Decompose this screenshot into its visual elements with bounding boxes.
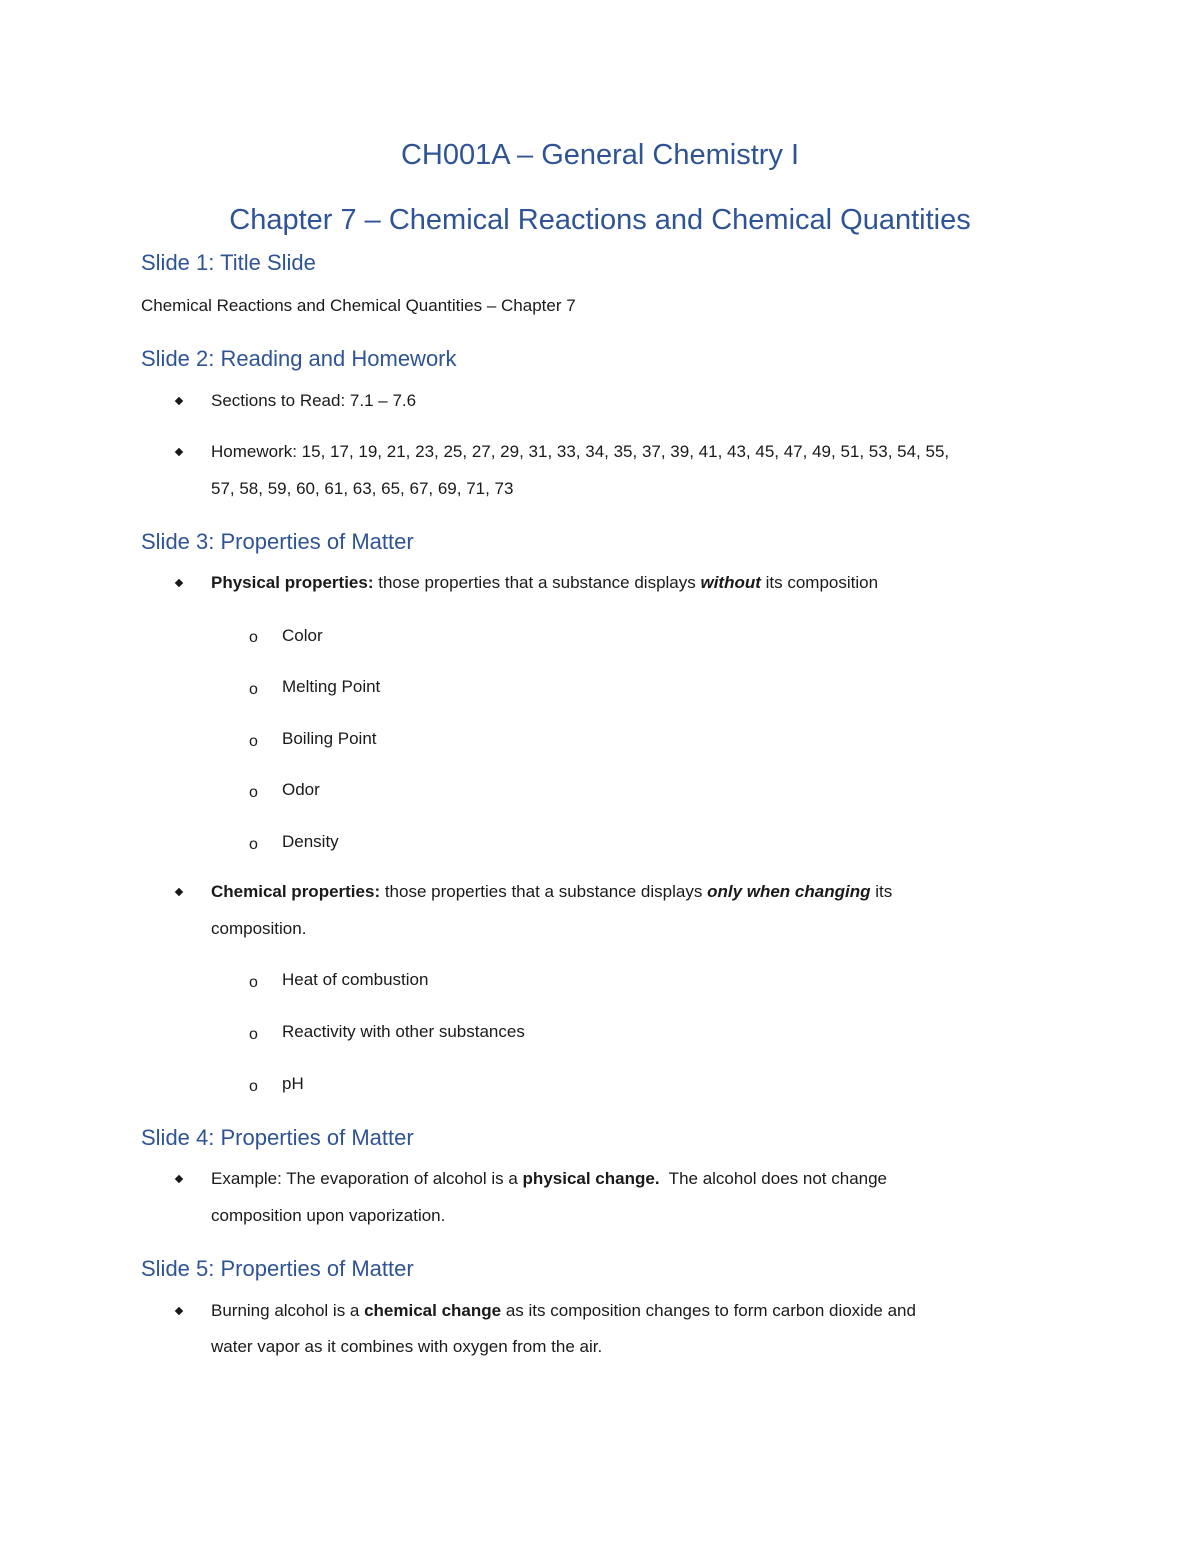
slide1-text: Chemical Reactions and Chemical Quantities – Chapter 7 xyxy=(141,296,576,315)
slide4-example xyxy=(211,1161,887,1197)
slide4-heading: Slide 4: Properties of Matter xyxy=(141,1125,414,1150)
slide5-bold: chemical change xyxy=(364,1301,502,1320)
physical-properties-item xyxy=(211,565,878,601)
chapter-title: Chapter 7 – Chemical Reactions and Chemical Quantities xyxy=(229,204,971,236)
physical-emphasis: without xyxy=(700,573,761,592)
sub-bullet-icon: o xyxy=(249,681,258,698)
chemical-properties-item xyxy=(211,874,892,910)
chemical-item: Heat of combustion xyxy=(282,970,429,989)
sub-bullet-icon: o xyxy=(249,974,258,991)
sub-bullet-icon: o xyxy=(249,733,258,750)
slide5-text-b: as its composition changes to form carbon dioxide and xyxy=(501,1301,916,1320)
physical-item: Odor xyxy=(282,780,320,799)
chemical-text-b: its xyxy=(870,882,893,901)
bullet-icon xyxy=(176,1176,184,1184)
course-title: CH001A – General Chemistry I xyxy=(400,139,800,171)
chemical-emphasis: only when changing xyxy=(707,882,871,901)
slide5-item xyxy=(211,1293,916,1329)
bullet-icon xyxy=(176,449,184,457)
bullet-icon xyxy=(176,580,184,588)
chemical-text-a: those properties that a substance displays xyxy=(380,882,708,901)
chemical-item: pH xyxy=(282,1074,304,1093)
chemical-item: Reactivity with other substances xyxy=(282,1022,525,1041)
sub-bullet-icon: o xyxy=(249,629,258,646)
chemical-text-line2: composition. xyxy=(211,919,307,938)
physical-item: Boiling Point xyxy=(282,729,377,748)
physical-item: Color xyxy=(282,626,323,645)
slide4-text-a: Example: The evaporation of alcohol is a xyxy=(211,1169,523,1188)
slide1-heading: Slide 1: Title Slide xyxy=(141,250,316,275)
physical-text-a: those properties that a substance displays xyxy=(373,573,701,592)
reading-item: Sections to Read: 7.1 – 7.6 xyxy=(211,391,417,410)
physical-text-b: its composition xyxy=(760,573,879,592)
homework-line-2: 57, 58, 59, 60, 61, 63, 65, 67, 69, 71, 73 xyxy=(211,479,514,498)
sub-bullet-icon: o xyxy=(249,784,258,801)
bullet-icon xyxy=(176,889,184,897)
slide4-text-b: The alcohol does not change xyxy=(659,1169,888,1188)
physical-item: Density xyxy=(282,832,339,851)
slide4-bold: physical change. xyxy=(522,1169,660,1188)
slide5-text-a: Burning alcohol is a xyxy=(211,1301,365,1320)
bullet-icon xyxy=(176,398,184,406)
slide3-heading: Slide 3: Properties of Matter xyxy=(141,529,414,554)
chemical-properties-label: Chemical properties: xyxy=(211,882,381,901)
sub-bullet-icon: o xyxy=(249,836,258,853)
physical-item: Melting Point xyxy=(282,677,381,696)
slide5-heading: Slide 5: Properties of Matter xyxy=(141,1256,414,1281)
slide5-line2: water vapor as it combines with oxygen from the air. xyxy=(211,1337,603,1356)
physical-properties-label: Physical properties: xyxy=(211,573,374,592)
slide4-line2: composition upon vaporization. xyxy=(211,1206,446,1225)
homework-line-1: Homework: 15, 17, 19, 21, 23, 25, 27, 29, 31, 33, 34, 35, 37, 39, 41, 43, 45, 47, 49, 51, 53, 54, 55, xyxy=(211,442,950,461)
sub-bullet-icon: o xyxy=(249,1026,258,1043)
slide2-heading: Slide 2: Reading and Homework xyxy=(141,346,457,371)
sub-bullet-icon: o xyxy=(249,1078,258,1095)
bullet-icon xyxy=(176,1308,184,1316)
